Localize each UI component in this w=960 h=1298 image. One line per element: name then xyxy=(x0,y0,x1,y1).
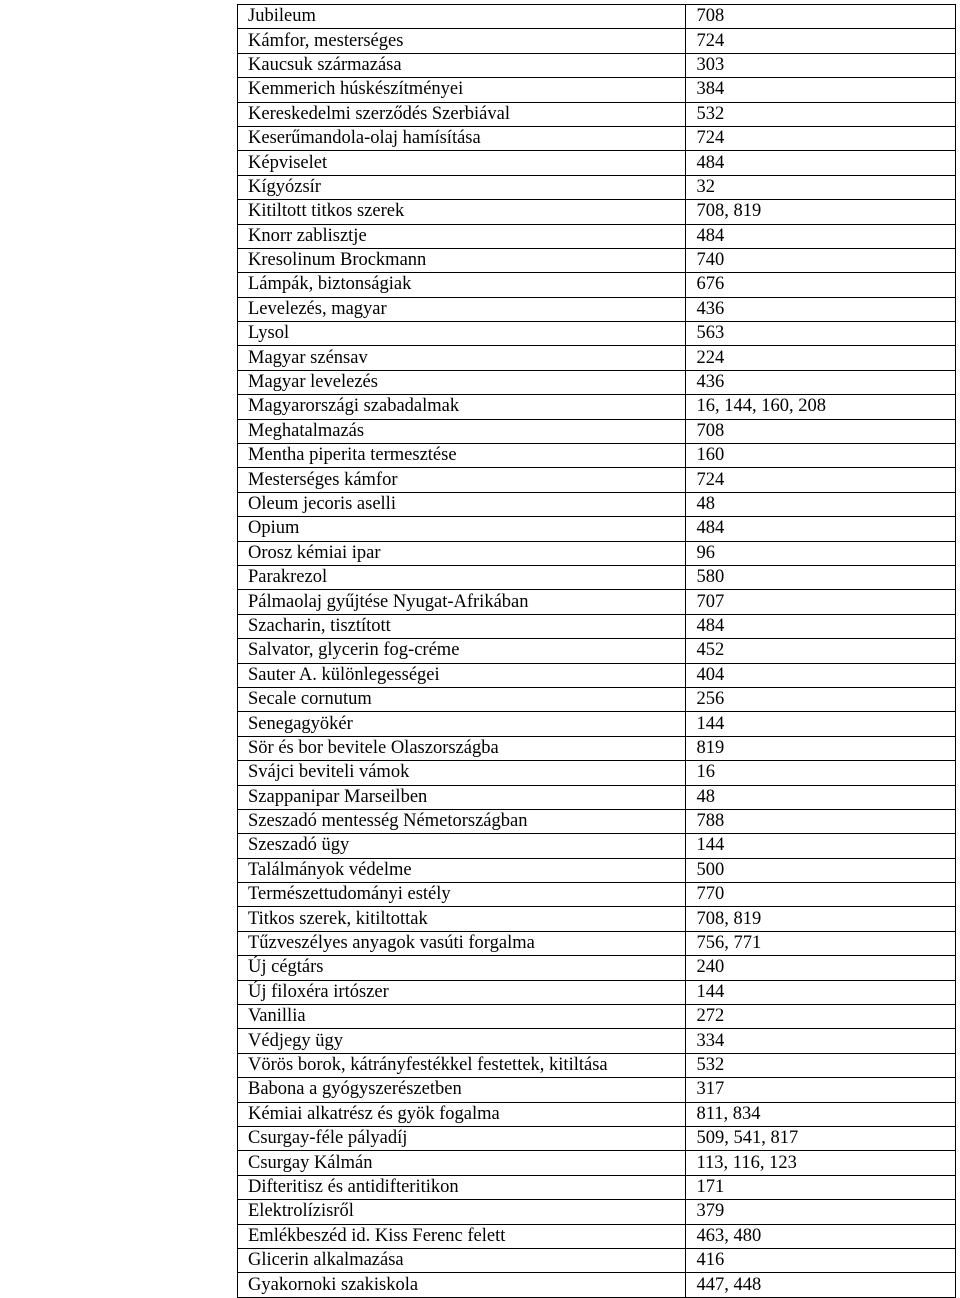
table-row xyxy=(238,29,956,53)
index-page-cell: 32 xyxy=(686,175,956,199)
index-page-cell: 532 xyxy=(686,102,956,126)
index-page-cell: 708 xyxy=(686,419,956,443)
table-row xyxy=(238,907,956,931)
index-term-cell: Parakrezol xyxy=(238,565,686,589)
index-term-cell: Kitiltott titkos szerek xyxy=(238,200,686,224)
index-page-cell: 144 xyxy=(686,712,956,736)
index-page-cell: 144 xyxy=(686,980,956,1004)
index-page-cell: 707 xyxy=(686,590,956,614)
table-row xyxy=(238,53,956,77)
index-page-cell: 317 xyxy=(686,1078,956,1102)
index-page-cell: 484 xyxy=(686,517,956,541)
index-term-cell: Mentha piperita termesztése xyxy=(238,444,686,468)
index-page-cell: 224 xyxy=(686,346,956,370)
index-term-cell: Lysol xyxy=(238,322,686,346)
index-term-cell: Meghatalmazás xyxy=(238,419,686,443)
table-row xyxy=(238,809,956,833)
table-row xyxy=(238,883,956,907)
index-term-cell: Mesterséges kámfor xyxy=(238,468,686,492)
index-term-cell: Sauter A. különlegességei xyxy=(238,663,686,687)
index-page-cell: 48 xyxy=(686,492,956,516)
index-page-cell: 740 xyxy=(686,248,956,272)
table-row xyxy=(238,639,956,663)
table-row xyxy=(238,517,956,541)
table-row xyxy=(238,663,956,687)
table-row xyxy=(238,1151,956,1175)
index-term-cell: Szeszadó ügy xyxy=(238,834,686,858)
index-term-cell: Kresolinum Brockmann xyxy=(238,248,686,272)
index-term-cell: Magyar levelezés xyxy=(238,370,686,394)
table-row xyxy=(238,151,956,175)
index-page-cell: 416 xyxy=(686,1248,956,1272)
index-term-cell: Emlékbeszéd id. Kiss Ferenc felett xyxy=(238,1224,686,1248)
index-page-cell: 811, 834 xyxy=(686,1102,956,1126)
index-term-cell: Természettudományi estély xyxy=(238,883,686,907)
table-row xyxy=(238,541,956,565)
index-term-cell: Kígyózsír xyxy=(238,175,686,199)
index-term-cell: Szeszadó mentesség Németországban xyxy=(238,809,686,833)
index-page-cell: 160 xyxy=(686,444,956,468)
index-term-cell: Oleum jecoris aselli xyxy=(238,492,686,516)
table-row xyxy=(238,1005,956,1029)
index-term-cell: Sör és bor bevitele Olaszországba xyxy=(238,736,686,760)
index-term-cell: Kémiai alkatrész és gyök fogalma xyxy=(238,1102,686,1126)
table-row xyxy=(238,175,956,199)
table-row xyxy=(238,712,956,736)
index-term-cell: Salvator, glycerin fog-créme xyxy=(238,639,686,663)
table-row xyxy=(238,248,956,272)
index-page-cell: 379 xyxy=(686,1200,956,1224)
index-term-cell: Svájci beviteli vámok xyxy=(238,761,686,785)
table-row xyxy=(238,590,956,614)
index-table xyxy=(237,4,956,1298)
index-term-cell: Elektrolízisről xyxy=(238,1200,686,1224)
index-page-cell: 819 xyxy=(686,736,956,760)
table-row xyxy=(238,736,956,760)
index-term-cell: Keserűmandola-olaj hamísítása xyxy=(238,126,686,150)
index-term-cell: Glicerin alkalmazása xyxy=(238,1248,686,1272)
index-page-cell: 334 xyxy=(686,1029,956,1053)
index-page-cell: 144 xyxy=(686,834,956,858)
index-page-cell: 48 xyxy=(686,785,956,809)
table-row xyxy=(238,1273,956,1297)
index-page-cell: 563 xyxy=(686,322,956,346)
index-term-cell: Vörös borok, kátrányfestékkel festettek, kitiltása xyxy=(238,1053,686,1077)
table-row xyxy=(238,1200,956,1224)
table-row xyxy=(238,1248,956,1272)
index-term-cell: Magyar szénsav xyxy=(238,346,686,370)
table-row xyxy=(238,492,956,516)
table-row xyxy=(238,224,956,248)
index-term-cell: Titkos szerek, kitiltottak xyxy=(238,907,686,931)
index-page-cell: 500 xyxy=(686,858,956,882)
index-term-cell: Orosz kémiai ipar xyxy=(238,541,686,565)
table-row xyxy=(238,858,956,882)
table-row xyxy=(238,126,956,150)
table-row xyxy=(238,834,956,858)
index-page-cell: 509, 541, 817 xyxy=(686,1126,956,1150)
index-table-body xyxy=(238,5,956,1298)
index-page-cell: 171 xyxy=(686,1175,956,1199)
table-row xyxy=(238,346,956,370)
table-row xyxy=(238,1078,956,1102)
index-term-cell: Senegagyökér xyxy=(238,712,686,736)
index-page-cell: 580 xyxy=(686,565,956,589)
index-page-cell: 708 xyxy=(686,5,956,29)
index-term-cell: Lámpák, biztonságiak xyxy=(238,273,686,297)
index-term-cell: Kereskedelmi szerződés Szerbiával xyxy=(238,102,686,126)
index-term-cell: Difteritisz és antidifteritikon xyxy=(238,1175,686,1199)
index-term-cell: Védjegy ügy xyxy=(238,1029,686,1053)
table-row xyxy=(238,322,956,346)
index-page-cell: 404 xyxy=(686,663,956,687)
table-row xyxy=(238,102,956,126)
table-row xyxy=(238,1126,956,1150)
index-page-cell: 724 xyxy=(686,29,956,53)
index-term-cell: Csurgay-féle pályadíj xyxy=(238,1126,686,1150)
index-page-cell: 240 xyxy=(686,956,956,980)
table-row xyxy=(238,444,956,468)
index-page-cell: 484 xyxy=(686,151,956,175)
index-page-cell: 113, 116, 123 xyxy=(686,1151,956,1175)
table-row xyxy=(238,468,956,492)
table-row xyxy=(238,370,956,394)
index-term-cell: Kaucsuk származása xyxy=(238,53,686,77)
table-row xyxy=(238,297,956,321)
index-page-cell: 303 xyxy=(686,53,956,77)
index-page-cell: 16, 144, 160, 208 xyxy=(686,395,956,419)
index-term-cell: Szappanipar Marseilben xyxy=(238,785,686,809)
index-term-cell: Gyakornoki szakiskola xyxy=(238,1273,686,1297)
index-term-cell: Tűzveszélyes anyagok vasúti forgalma xyxy=(238,931,686,955)
index-term-cell: Vanillia xyxy=(238,1005,686,1029)
index-page-cell: 447, 448 xyxy=(686,1273,956,1297)
index-term-cell: Szacharin, tisztított xyxy=(238,614,686,638)
index-page-cell: 788 xyxy=(686,809,956,833)
table-row xyxy=(238,761,956,785)
index-page-cell: 484 xyxy=(686,614,956,638)
index-term-cell: Opium xyxy=(238,517,686,541)
index-page-cell: 532 xyxy=(686,1053,956,1077)
table-row xyxy=(238,395,956,419)
index-page-cell: 770 xyxy=(686,883,956,907)
index-page-cell: 96 xyxy=(686,541,956,565)
table-row xyxy=(238,419,956,443)
table-row xyxy=(238,614,956,638)
table-row xyxy=(238,1102,956,1126)
index-term-cell: Kemmerich húskészítményei xyxy=(238,78,686,102)
index-page-cell: 272 xyxy=(686,1005,956,1029)
index-page-cell: 384 xyxy=(686,78,956,102)
table-row xyxy=(238,78,956,102)
index-term-cell: Képviselet xyxy=(238,151,686,175)
index-page-cell: 708, 819 xyxy=(686,907,956,931)
index-page-cell: 16 xyxy=(686,761,956,785)
index-page-cell: 484 xyxy=(686,224,956,248)
table-row xyxy=(238,785,956,809)
table-row xyxy=(238,980,956,1004)
index-page-cell: 452 xyxy=(686,639,956,663)
table-row xyxy=(238,687,956,711)
table-row xyxy=(238,1224,956,1248)
index-term-cell: Találmányok védelme xyxy=(238,858,686,882)
index-page-cell: 724 xyxy=(686,126,956,150)
table-row xyxy=(238,273,956,297)
index-term-cell: Babona a gyógyszerészetben xyxy=(238,1078,686,1102)
index-term-cell: Secale cornutum xyxy=(238,687,686,711)
index-page-cell: 724 xyxy=(686,468,956,492)
index-page-cell: 708, 819 xyxy=(686,200,956,224)
table-row xyxy=(238,931,956,955)
index-page-cell: 676 xyxy=(686,273,956,297)
index-term-cell: Új filoxéra irtószer xyxy=(238,980,686,1004)
index-page-cell: 436 xyxy=(686,297,956,321)
index-term-cell: Csurgay Kálmán xyxy=(238,1151,686,1175)
index-term-cell: Knorr zablisztje xyxy=(238,224,686,248)
table-row xyxy=(238,1175,956,1199)
index-page-cell: 256 xyxy=(686,687,956,711)
table-row xyxy=(238,1029,956,1053)
table-row xyxy=(238,5,956,29)
index-page-cell: 756, 771 xyxy=(686,931,956,955)
index-term-cell: Jubileum xyxy=(238,5,686,29)
index-term-cell: Pálmaolaj gyűjtése Nyugat-Afrikában xyxy=(238,590,686,614)
index-term-cell: Magyarországi szabadalmak xyxy=(238,395,686,419)
table-row xyxy=(238,956,956,980)
index-term-cell: Új cégtárs xyxy=(238,956,686,980)
index-term-cell: Kámfor, mesterséges xyxy=(238,29,686,53)
index-page-cell: 463, 480 xyxy=(686,1224,956,1248)
table-row xyxy=(238,565,956,589)
table-row xyxy=(238,200,956,224)
table-row xyxy=(238,1053,956,1077)
index-term-cell: Levelezés, magyar xyxy=(238,297,686,321)
index-page-cell: 436 xyxy=(686,370,956,394)
